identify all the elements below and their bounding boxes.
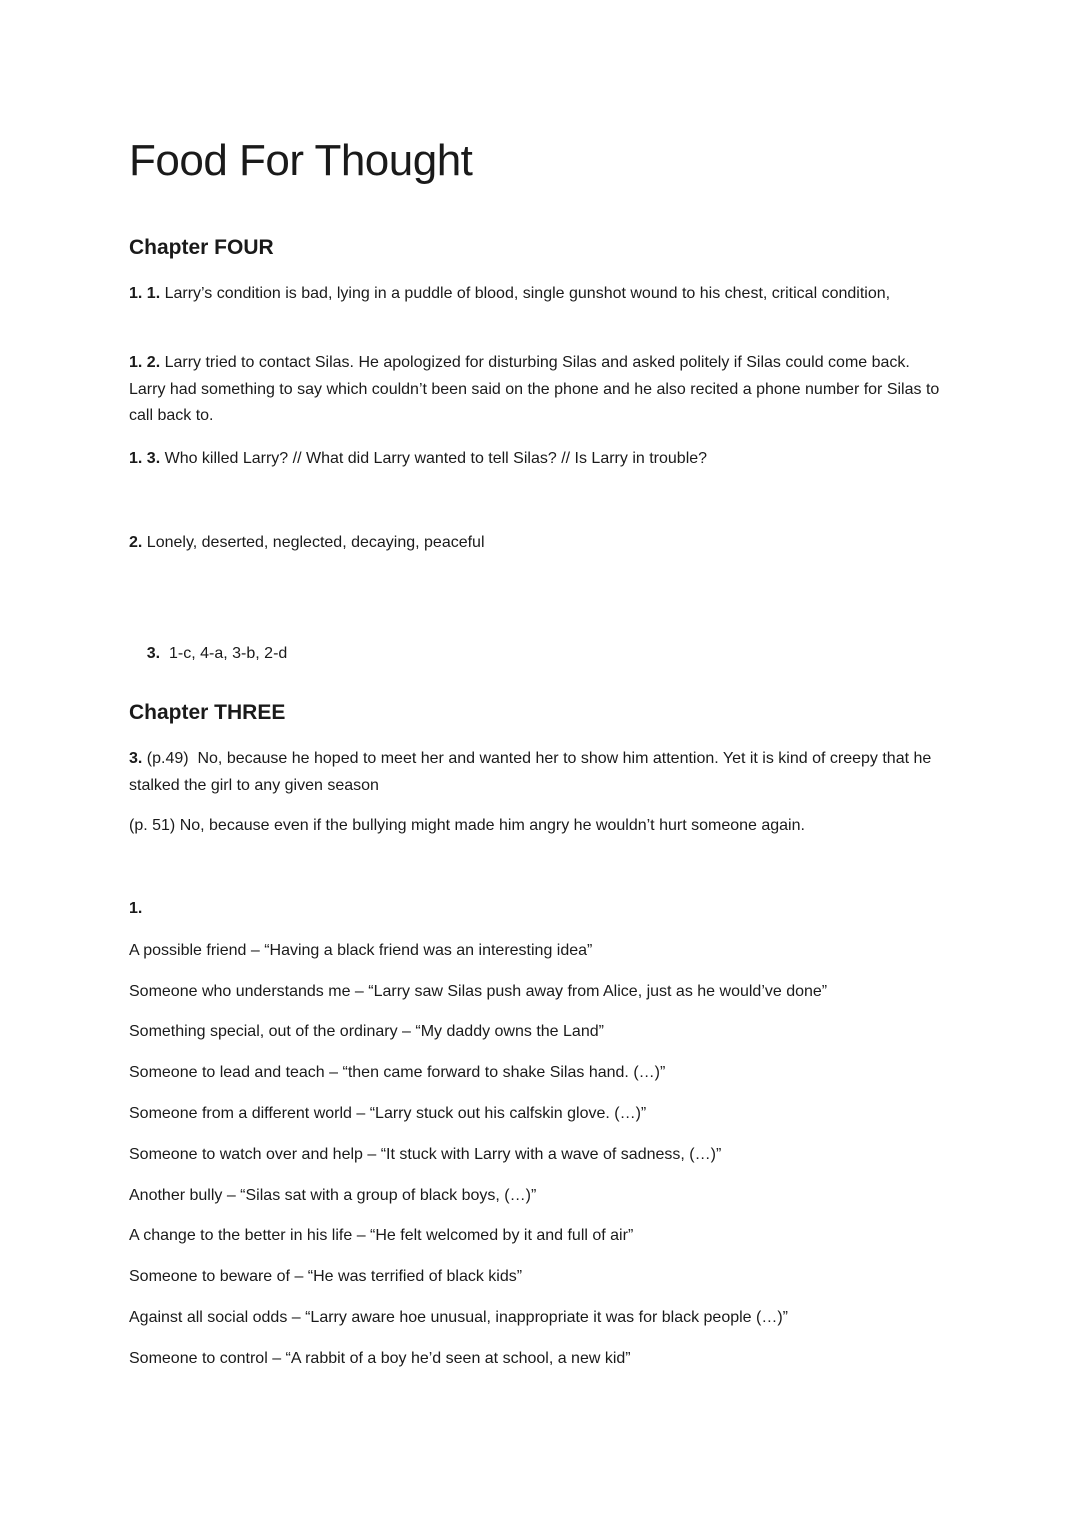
chapter-three-answer-3 <box>129 746 941 799</box>
answer-number: 1. 3. <box>129 450 161 467</box>
answer-text: Who killed Larry? // What did Larry wanted to tell Silas? // Is Larry in trouble? <box>160 450 708 467</box>
list-item: Someone to lead and teach – “then came forward to shake Silas hand. (…)” <box>129 1064 666 1081</box>
answer-1-1 <box>129 281 941 308</box>
list-item: Another bully – “Silas sat with a group of black boys, (…)” <box>129 1187 537 1204</box>
answer-number: 2. <box>129 534 143 551</box>
chapter-four-heading: Chapter FOUR <box>129 236 274 259</box>
list-item: A possible friend – “Having a black friend was an interesting idea” <box>129 942 593 959</box>
answer-2 <box>129 530 941 557</box>
answer-number: 3. <box>129 750 143 767</box>
answer-text: 1-c, 4-a, 3-b, 2-d <box>160 644 288 662</box>
answer-number: 1. 1. <box>129 285 161 302</box>
chapter-three-heading: Chapter THREE <box>129 701 286 724</box>
answer-3 <box>129 614 941 694</box>
chapter-three-answer-1 <box>129 896 941 923</box>
list-item: A change to the better in his life – “He felt welcomed by it and full of air” <box>129 1227 634 1244</box>
answer-number: 3. <box>146 644 161 662</box>
list-item: Someone to watch over and help – “It stuck with Larry with a wave of sadness, (…)” <box>129 1146 722 1163</box>
list-item: Something special, out of the ordinary – “My daddy owns the Land” <box>129 1023 604 1040</box>
answer-number: 1. <box>129 900 143 917</box>
list-item: Against all social odds – “Larry aware hoe unusual, inappropriate it was for black people (…)” <box>129 1309 789 1326</box>
chapter-three-answer-3-b: (p. 51) No, because even if the bullying might made him angry he wouldn’t hurt someone again. <box>129 817 805 834</box>
list-item: Someone who understands me – “Larry saw Silas push away from Alice, just as he would’ve done” <box>129 983 828 1000</box>
answer-text: Larry tried to contact Silas. He apologized for disturbing Silas and asked politely if Silas could come back. Larry had something to say which couldn’t been said on the phone and he also recited a phone number for Silas to call back to. <box>129 354 940 424</box>
answer-1-2 <box>129 350 941 430</box>
answer-text: (p.49) No, because he hoped to meet her and wanted her to show him attention. Yet it is kind of creepy that he stalked the girl to any given season <box>129 750 936 794</box>
answer-number: 1. 2. <box>129 354 161 371</box>
answer-text: Lonely, deserted, neglected, decaying, peaceful <box>142 534 485 551</box>
list-item: Someone to beware of – “He was terrified of black kids” <box>129 1268 523 1285</box>
answer-text: Larry’s condition is bad, lying in a puddle of blood, single gunshot wound to his chest, critical condition, <box>160 285 891 302</box>
list-item: Someone to control – “A rabbit of a boy he’d seen at school, a new kid” <box>129 1350 631 1367</box>
answer-1-3 <box>129 446 941 473</box>
document-title: Food For Thought <box>129 136 473 185</box>
list-item: Someone from a different world – “Larry stuck out his calfskin glove. (…)” <box>129 1105 647 1122</box>
